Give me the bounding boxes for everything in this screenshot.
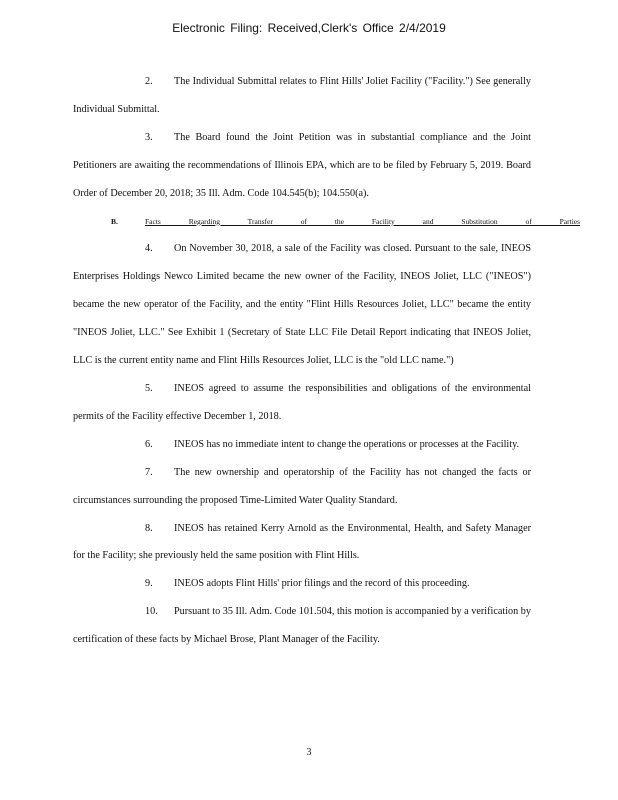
section-heading bbox=[73, 208, 581, 236]
paragraph-number: 3. bbox=[145, 131, 153, 143]
page-number: 3 bbox=[306, 747, 312, 758]
section-letter: B. bbox=[111, 216, 118, 226]
paragraph-number: 5. bbox=[145, 382, 153, 394]
paragraph-text: INEOS has retained Kerry Arnold as the Environmental, Health, and Safety Manager for the Facility; she previously held the same position with Flint Hills. bbox=[73, 522, 531, 562]
paragraph-text: The new ownership and operatorship of the Facility has not changed the facts or circumstances surrounding the proposed Time-Limited Water Quality Standard. bbox=[73, 466, 531, 506]
paragraph-4 bbox=[73, 235, 531, 375]
paragraph-number: 10. bbox=[145, 606, 158, 618]
paragraph-text: The Individual Submittal relates to Flint Hills' Joliet Facility ("Facility.") See generally Individual Submittal. bbox=[73, 76, 531, 115]
section-title: Facts Regarding Transfer of the Facility and Substitution of Parties bbox=[145, 216, 581, 226]
paragraph-number: 6. bbox=[145, 438, 153, 450]
paragraph-number: 7. bbox=[145, 466, 153, 478]
paragraph-text: INEOS adopts Flint Hills' prior filings and the record of this proceeding. bbox=[174, 578, 470, 590]
paragraph-text: On November 30, 2018, a sale of the Facility was closed. Pursuant to the sale, INEOS Enterprises Holdings Newco Limited became the new owner of the Facility, INEOS Joliet, LLC ("INEOS") became the new operator of the Facility, and the entity "Flint Hills Resources Joliet, LLC" became the entity "INEOS Joliet, LLC." See Exhibit 1 (Secretary of State LLC File Detail Report indicating that INEOS Joliet, LLC is the current entity name and Flint Hills Resources Joliet, LLC is the "old LLC name.") bbox=[73, 243, 531, 367]
paragraph-text: Pursuant to 35 Ill. Adm. Code 101.504, this motion is accompanied by a verification by certification of these facts by Michael Brose, Plant Manager of the Facility. bbox=[73, 606, 531, 646]
filing-stamp: Electronic Filing: Received,Clerk's Office 2/4/2019 bbox=[172, 21, 446, 35]
paragraph-10 bbox=[73, 598, 531, 654]
paragraph-text: INEOS has no immediate intent to change the operations or processes at the Facility. bbox=[174, 438, 520, 450]
paragraph-3 bbox=[73, 124, 531, 208]
paragraph-text: The Board found the Joint Petition was in substantial compliance and the Joint Petitioners are awaiting the recommendations of Illinois EPA, which are to be filed by February 5, 2019. Board Order of December 20, 2018; 35 Ill. Adm. Code 104.545(b); 104.550(a). bbox=[73, 131, 531, 199]
paragraph-text: INEOS agreed to assume the responsibilities and obligations of the environmental permits of the Facility effective December 1, 2018. bbox=[73, 382, 531, 422]
paragraph-number: 8. bbox=[145, 522, 153, 534]
paragraph-number: 4. bbox=[145, 243, 153, 255]
paragraph-2 bbox=[73, 68, 531, 124]
paragraph-5 bbox=[73, 375, 531, 431]
document-body bbox=[73, 68, 581, 654]
paragraph-7 bbox=[73, 459, 531, 515]
paragraph-number: 9. bbox=[145, 578, 153, 590]
paragraph-6 bbox=[73, 431, 531, 459]
paragraph-9 bbox=[73, 570, 531, 598]
paragraph-number: 2. bbox=[145, 76, 153, 87]
paragraph-8 bbox=[73, 515, 531, 571]
